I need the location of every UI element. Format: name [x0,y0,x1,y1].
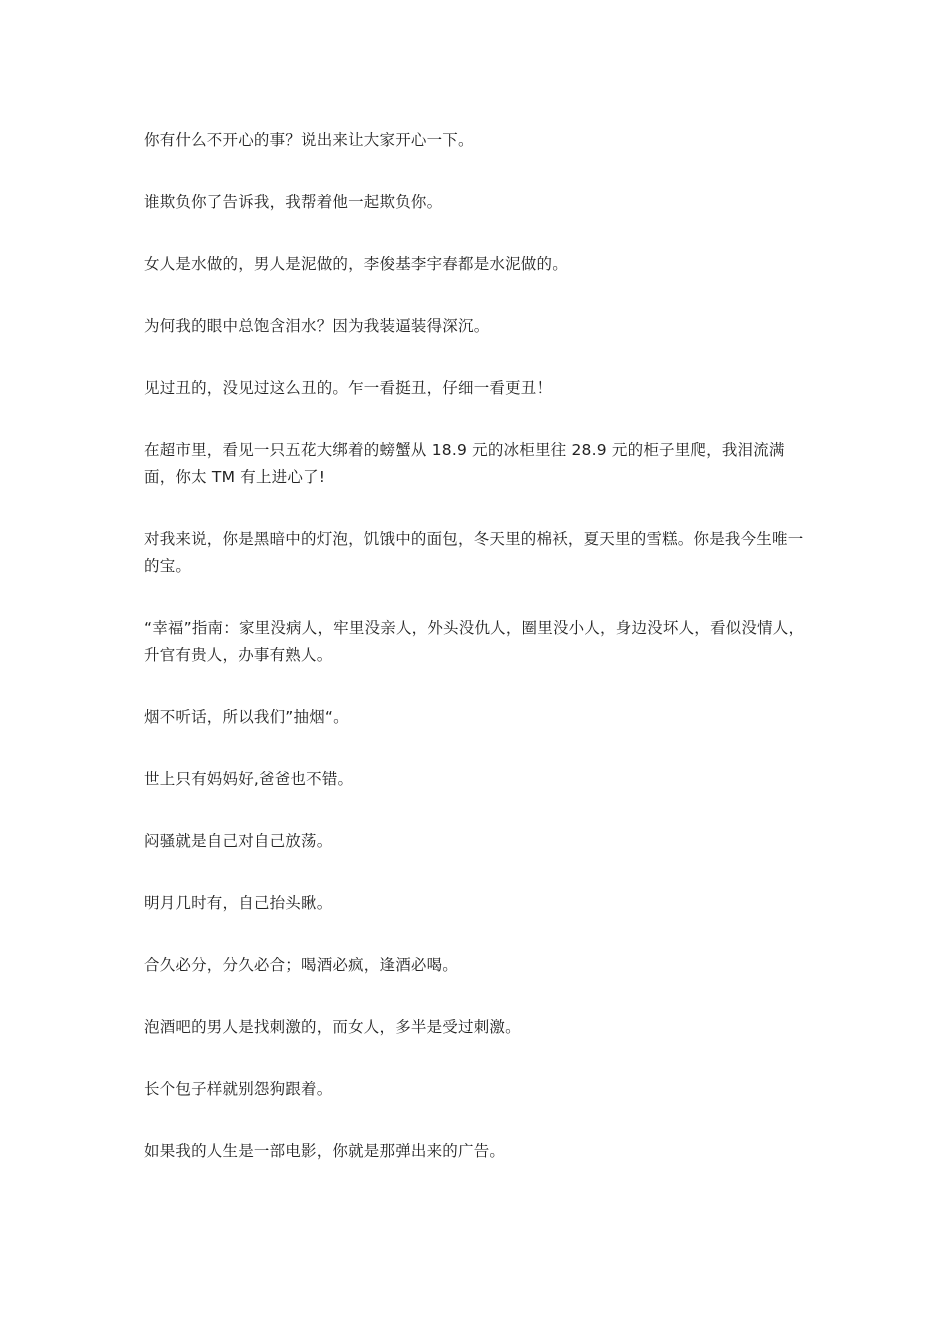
paragraph: 合久必分，分久必合；喝酒必疯，逢酒必喝。 [144,956,459,974]
paragraph: 为何我的眼中总饱含泪水？因为我装逼装得深沉。 [144,317,490,335]
paragraph: 闷骚就是自己对自己放荡。 [144,832,333,850]
paragraph: 对我来说，你是黑暗中的灯泡，饥饿中的面包，冬天里的棉袄，夏天里的雪糕。你是我今生唯一的宝。 [144,530,804,575]
paragraph: 见过丑的，没见过这么丑的。乍一看挺丑，仔细一看更丑！ [144,379,553,397]
paragraph: 你有什么不开心的事？说出来让大家开心一下。 [144,131,474,149]
paragraph: 泡酒吧的男人是找刺激的，而女人，多半是受过刺激。 [144,1018,521,1036]
paragraph: 如果我的人生是一部电影，你就是那弹出来的广告。 [144,1142,506,1160]
paragraph: 谁欺负你了告诉我，我帮着他一起欺负你。 [144,193,443,211]
document-body [144,127,810,1200]
paragraph: 烟不听话，所以我们”抽烟“。 [144,708,349,726]
paragraph: 女人是水做的，男人是泥做的，李俊基李宇春都是水泥做的。 [144,255,568,273]
paragraph: 在超市里，看见一只五花大绑着的螃蟹从 18.9 元的冰柜里往 28.9 元的柜子里爬，我泪流满面，你太 TM 有上进心了! [144,441,785,486]
paragraph: 明月几时有，自己抬头瞅。 [144,894,333,912]
paragraph: 长个包子样就别怨狗跟着。 [144,1080,333,1098]
paragraph: 世上只有妈妈好,爸爸也不错。 [144,770,354,788]
paragraph: “幸福”指南：家里没病人，牢里没亲人，外头没仇人，圈里没小人，身边没坏人，看似没情人，升官有贵人，办事有熟人。 [144,619,805,664]
